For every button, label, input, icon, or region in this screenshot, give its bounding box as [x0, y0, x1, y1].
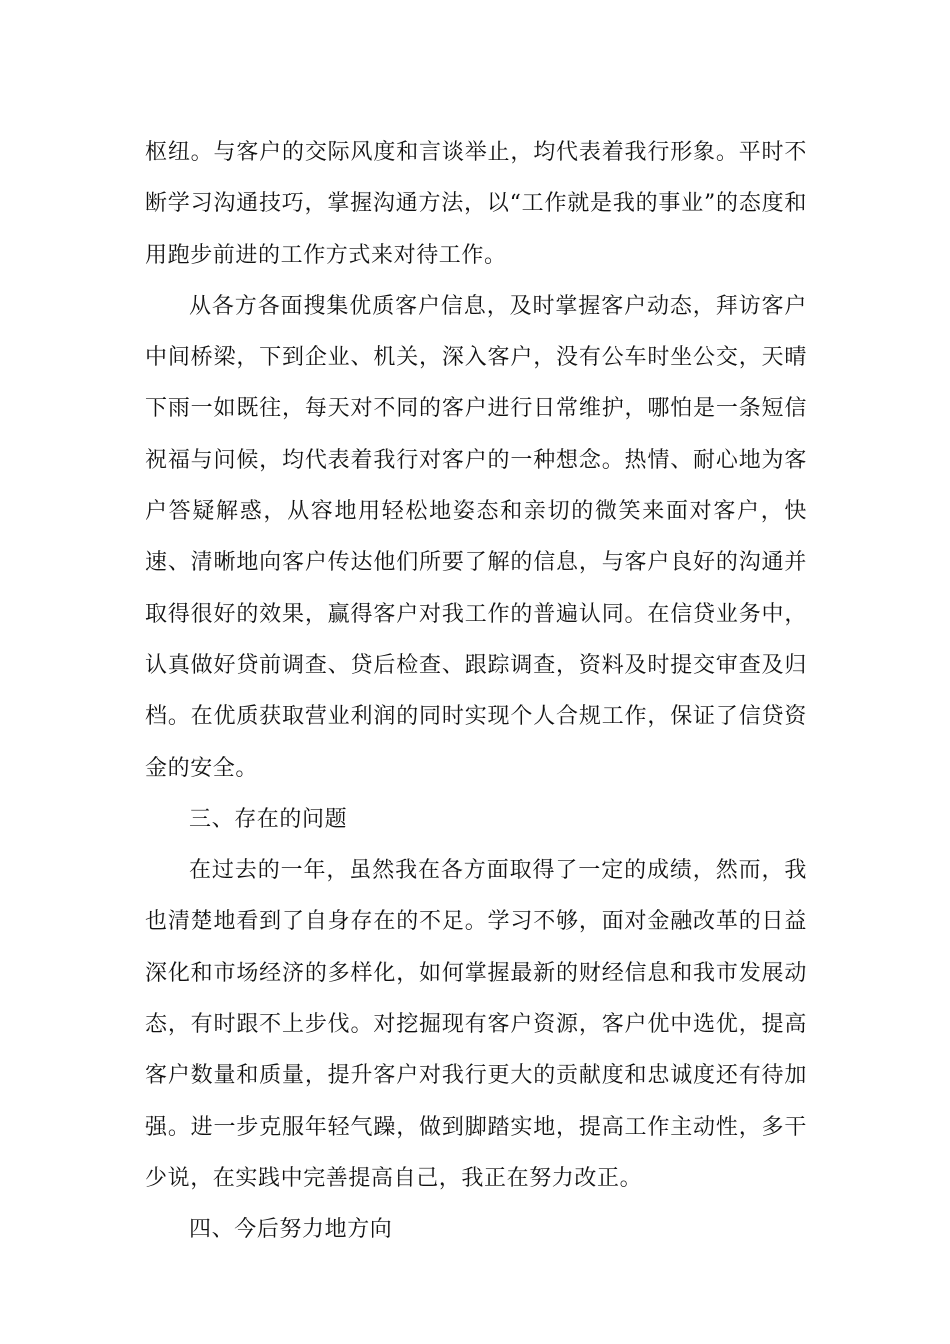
section-heading-problems: 三、存在的问题	[189, 806, 348, 832]
paragraph-continuation: 枢纽。与客户的交际风度和言谈举止，均代表着我行形象。平时不断学习沟通技巧，掌握沟通方法，以“工作就是我的事业”的态度和用跑步前进的工作方式来对待工作。	[145, 140, 807, 268]
paragraph-customer-service: 从各方各面搜集优质客户信息，及时掌握客户动态，拜访客户中间桥梁，下到企业、机关，深入客户，没有公车时坐公交，天晴下雨一如既往，每天对不同的客户进行日常维护，哪怕是一条短信祝福与问候，均代表着我行对客户的一种想念。热情、耐心地为客户答疑解惑，从容地用轻松地姿态和亲切的微笑来面对客户，快速、清晰地向客户传达他们所要了解的信息，与客户良好的沟通并取得很好的效果，赢得客户对我工作的普遍认同。在信贷业务中，认真做好贷前调查、贷后检查、跟踪调查，资料及时提交审查及归档。在优质获取营业利润的同时实现个人合规工作，保证了信贷资金的安全。	[145, 293, 807, 781]
document-body	[145, 127, 807, 1256]
paragraph-problems: 在过去的一年，虽然我在各方面取得了一定的成绩，然而，我也清楚地看到了自身存在的不足。学习不够，面对金融改革的日益深化和市场经济的多样化，如何掌握最新的财经信息和我市发展动态，有时跟不上步伐。对挖掘现有客户资源，客户优中选优，提高客户数量和质量，提升客户对我行更大的贡献度和忠诚度还有待加强。进一步克服年轻气躁，做到脚踏实地，提高工作主动性，多干少说，在实践中完善提高自己，我正在努力改正。	[145, 858, 807, 1191]
section-heading-future-direction: 四、今后努力地方向	[189, 1217, 393, 1243]
